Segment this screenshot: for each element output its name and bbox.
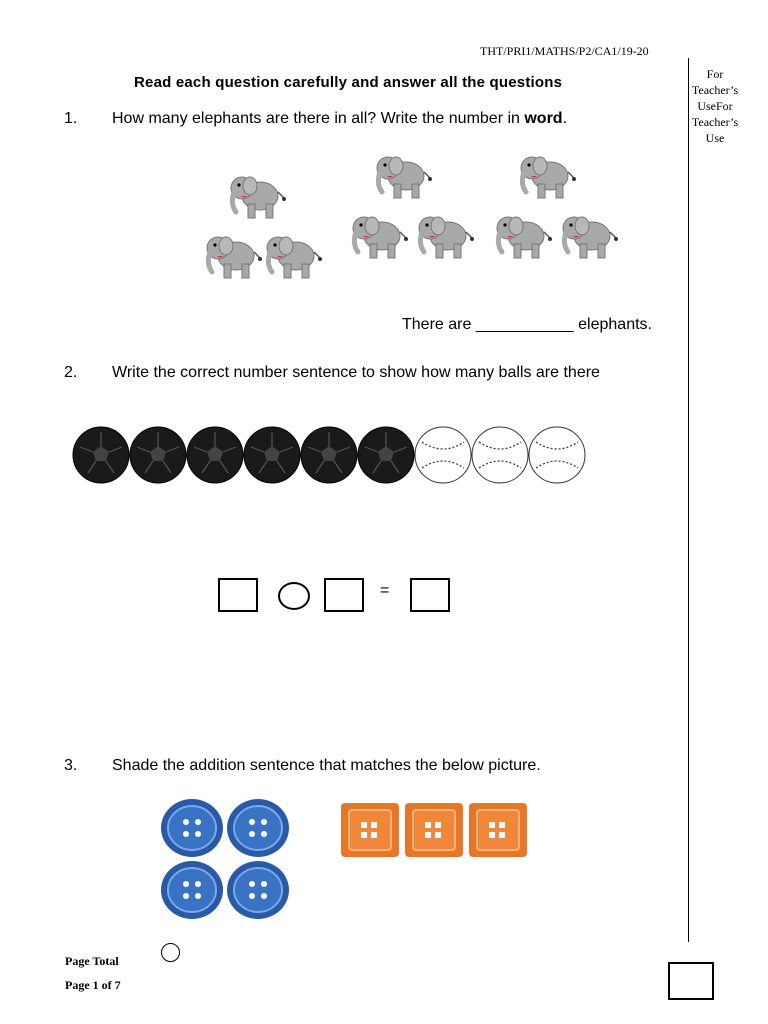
baseball-icon (528, 426, 586, 484)
answer-box-1[interactable] (218, 578, 258, 612)
elephant-icon (344, 208, 408, 264)
blue-button-icon (226, 798, 290, 858)
question-1-number: 1. (64, 110, 78, 127)
question-1-text-bold: word (524, 110, 563, 127)
question-1-text-main: How many elephants are there in all? Write the number in (112, 110, 525, 127)
blue-button-icon (226, 860, 290, 920)
orange-button-icon (468, 802, 528, 858)
soccer-ball-icon (357, 426, 415, 484)
teacher-use-label: For Teacher’s UseFor Teacher’s Use (691, 67, 739, 145)
question-1-answer-line[interactable]: There are ___________ elephants. (402, 316, 652, 333)
blue-button-icon (160, 798, 224, 858)
page-total-box[interactable] (668, 962, 714, 1000)
elephant-icon (258, 228, 322, 284)
elephant-icon (198, 228, 262, 284)
soccer-ball-icon (129, 426, 187, 484)
soccer-ball-icon (300, 426, 358, 484)
elephant-icon (554, 208, 618, 264)
baseball-icon (471, 426, 529, 484)
paper-code: THT/PRI1/MATHS/P2/CA1/19-20 (480, 44, 649, 58)
soccer-ball-icon (186, 426, 244, 484)
elephant-icon (368, 148, 432, 204)
answer-box-2[interactable] (324, 578, 364, 612)
baseball-icon (414, 426, 472, 484)
soccer-ball-icon (72, 426, 130, 484)
blue-button-icon (160, 860, 224, 920)
elephant-icon (488, 208, 552, 264)
orange-button-icon (404, 802, 464, 858)
shade-option-circle[interactable] (161, 943, 180, 962)
page-number: Page 1 of 7 (65, 978, 121, 992)
question-1-text-end: . (562, 110, 568, 127)
soccer-ball-icon (243, 426, 301, 484)
question-1-text (112, 110, 567, 128)
instruction-heading: Read each question carefully and answer all the questions (134, 74, 563, 91)
operator-circle[interactable] (278, 582, 310, 610)
question-2-number: 2. (64, 364, 78, 381)
question-3-text: Shade the addition sentence that matches the below picture. (112, 757, 541, 774)
elephant-icon (410, 208, 474, 264)
orange-button-icon (340, 802, 400, 858)
equals-sign: = (380, 582, 390, 599)
question-3-number: 3. (64, 757, 78, 774)
elephant-icon (222, 168, 286, 224)
elephant-icon (512, 148, 576, 204)
answer-box-3[interactable] (410, 578, 450, 612)
page-total-label: Page Total (65, 954, 119, 968)
question-2-text: Write the correct number sentence to show how many balls are there (112, 364, 600, 381)
teacher-column-divider (688, 58, 689, 942)
